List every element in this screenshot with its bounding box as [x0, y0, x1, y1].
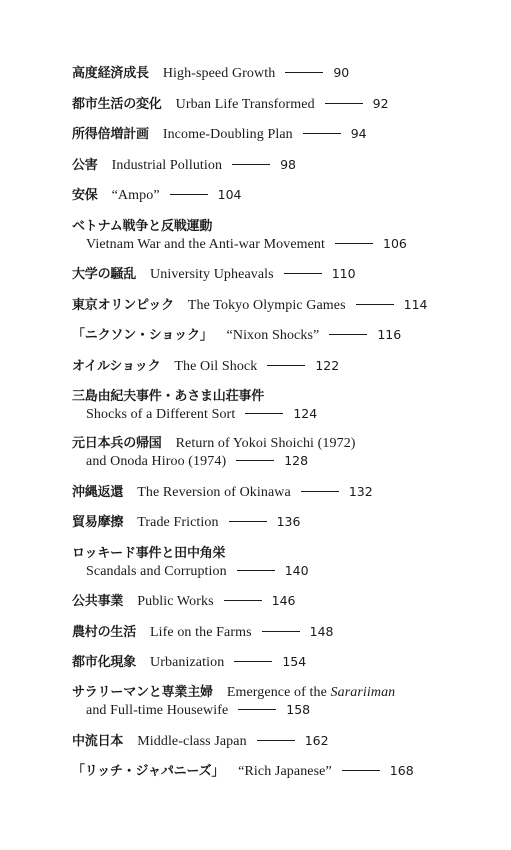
entry-english-title: Industrial Pollution	[111, 158, 223, 173]
toc-entry	[72, 482, 492, 501]
page-number: 94	[350, 126, 367, 141]
entry-japanese-title: 公共事業	[72, 594, 124, 609]
entry-japanese-title: 「リッチ・ジャパニーズ」	[72, 764, 225, 779]
toc-entry	[72, 155, 492, 174]
toc-line	[72, 325, 492, 344]
leader-dash	[229, 521, 267, 522]
page-number: 114	[403, 297, 428, 312]
page-number: 158	[286, 702, 311, 717]
entry-english-title: “Rich Japanese”	[238, 764, 332, 779]
entry-japanese-title: 公害	[72, 158, 98, 173]
entry-english-title: Scandals and Corruption	[86, 564, 227, 579]
toc-line	[72, 622, 492, 641]
toc-entry	[72, 591, 492, 610]
toc-entry	[72, 325, 492, 344]
leader-dash	[245, 413, 283, 414]
toc-line	[72, 234, 492, 253]
page-number: 140	[284, 563, 309, 578]
page-number: 104	[217, 187, 242, 202]
page-number: 90	[333, 65, 350, 80]
page-number: 124	[293, 406, 318, 421]
leader-dash	[257, 740, 295, 741]
page-number: 136	[276, 514, 301, 529]
entry-english-title: Public Works	[137, 594, 214, 609]
leader-dash	[356, 304, 394, 305]
toc-entry	[72, 683, 492, 719]
leader-dash	[224, 600, 262, 601]
leader-dash	[262, 631, 300, 632]
entry-english-title: Urbanization	[150, 655, 225, 670]
entry-japanese-title: 中流日本	[72, 734, 124, 749]
entry-japanese-title: 高度経済成長	[72, 66, 149, 81]
toc-entry	[72, 622, 492, 641]
entry-english-title-text: Emergence of the	[226, 685, 327, 700]
leader-dash	[301, 491, 339, 492]
toc-line	[72, 155, 492, 174]
page-number: 116	[377, 327, 402, 342]
toc-entry	[72, 264, 492, 283]
toc-entry	[72, 761, 492, 780]
page-number: 146	[271, 593, 296, 608]
page-number: 122	[315, 358, 340, 373]
entry-english-title: The Tokyo Olympic Games	[187, 298, 346, 313]
leader-dash	[329, 334, 367, 335]
entry-japanese-title: 農村の生活	[72, 625, 137, 640]
entry-english-title: Income-Doubling Plan	[162, 127, 293, 142]
toc-entry	[72, 387, 492, 423]
page-number: 128	[284, 453, 309, 468]
toc-line	[72, 652, 492, 671]
entry-japanese-title: サラリーマンと専業主婦	[72, 685, 213, 700]
toc-line	[72, 561, 492, 580]
entry-english-title: “Ampo”	[111, 188, 160, 203]
entry-japanese-title: ベトナム戦争と反戦運動	[72, 219, 213, 234]
toc-entry	[72, 544, 492, 580]
entry-english-title: Trade Friction	[137, 515, 219, 530]
leader-dash	[234, 661, 272, 662]
entry-japanese-title: 貿易摩擦	[72, 515, 124, 530]
entry-english-title-continued: and Full-time Housewife	[86, 703, 229, 718]
entry-japanese-title: オイルショック	[72, 359, 161, 374]
leader-dash	[238, 709, 276, 710]
leader-dash	[267, 365, 305, 366]
leader-dash	[335, 243, 373, 244]
entry-japanese-title: 安保	[72, 188, 98, 203]
entry-english-title: University Upheavals	[150, 267, 274, 282]
page-number: 98	[280, 157, 297, 172]
entry-japanese-title: 都市生活の変化	[72, 97, 162, 112]
leader-dash	[284, 273, 322, 274]
entry-english-title-italic: Sarariiman	[330, 685, 396, 700]
toc-line	[72, 512, 492, 531]
leader-dash	[303, 133, 341, 134]
toc-entry	[72, 512, 492, 531]
toc-entry	[72, 63, 492, 82]
page-number: 148	[309, 624, 334, 639]
toc-line	[72, 264, 492, 283]
entry-english-title	[227, 683, 395, 702]
toc-entry	[72, 731, 492, 750]
toc-entry	[72, 124, 492, 143]
page-number: 154	[282, 654, 307, 669]
leader-dash	[237, 570, 275, 571]
entry-japanese-title: 沖縄返還	[72, 485, 124, 500]
entry-english-title: High-speed Growth	[162, 66, 276, 81]
entry-english-title: Return of Yokoi Shoichi (1972)	[175, 436, 356, 451]
page-number: 110	[331, 266, 356, 281]
toc-entry	[72, 217, 492, 253]
toc-entry	[72, 652, 492, 671]
leader-dash	[170, 194, 208, 195]
page-number: 168	[389, 763, 414, 778]
leader-dash	[232, 164, 270, 165]
toc-line	[72, 591, 492, 610]
toc-entry	[72, 94, 492, 113]
toc-entry	[72, 356, 492, 375]
entry-japanese-title: 三島由紀夫事件・あさま山荘事件	[72, 389, 265, 404]
leader-dash	[285, 72, 323, 73]
entry-japanese-title: 大学の騒乱	[72, 267, 137, 282]
entry-japanese-title: 東京オリンピック	[72, 298, 174, 313]
toc-line	[72, 731, 492, 750]
toc-line	[72, 63, 492, 82]
toc-line	[72, 124, 492, 143]
toc-line	[72, 700, 492, 719]
entry-japanese-title: 元日本兵の帰国	[72, 436, 162, 451]
page-number: 132	[348, 484, 373, 499]
entry-japanese-title: 「ニクソン・ショック」	[72, 328, 213, 343]
toc-line	[72, 94, 492, 113]
toc-line	[72, 451, 492, 470]
entry-english-title: Urban Life Transformed	[175, 97, 315, 112]
page-number: 92	[372, 96, 389, 111]
toc-entry	[72, 434, 492, 470]
entry-japanese-title: 所得倍増計画	[72, 127, 149, 142]
entry-english-title: The Reversion of Okinawa	[137, 485, 291, 500]
page-number: 162	[304, 733, 329, 748]
entry-english-title: The Oil Shock	[174, 359, 258, 374]
entry-english-title: “Nixon Shocks”	[226, 328, 320, 343]
entry-english-title-continued: and Onoda Hiroo (1974)	[86, 454, 227, 469]
entry-english-title: Shocks of a Different Sort	[86, 407, 236, 422]
toc-line	[72, 761, 492, 780]
toc-line	[72, 185, 492, 204]
entry-english-title: Vietnam War and the Anti-war Movement	[86, 237, 326, 252]
leader-dash	[325, 103, 363, 104]
toc-entry	[72, 295, 492, 314]
toc-line	[72, 356, 492, 375]
toc-entry	[72, 185, 492, 204]
toc-line	[72, 404, 492, 423]
entry-japanese-title: ロッキード事件と田中角栄	[72, 546, 226, 561]
leader-dash	[236, 460, 274, 461]
page-number: 106	[383, 236, 407, 251]
toc-line	[72, 295, 492, 314]
toc-line	[72, 482, 492, 501]
entry-english-title: Middle-class Japan	[137, 734, 247, 749]
entry-english-title: Life on the Farms	[150, 625, 252, 640]
entry-japanese-title: 都市化現象	[72, 655, 137, 670]
leader-dash	[342, 770, 380, 771]
